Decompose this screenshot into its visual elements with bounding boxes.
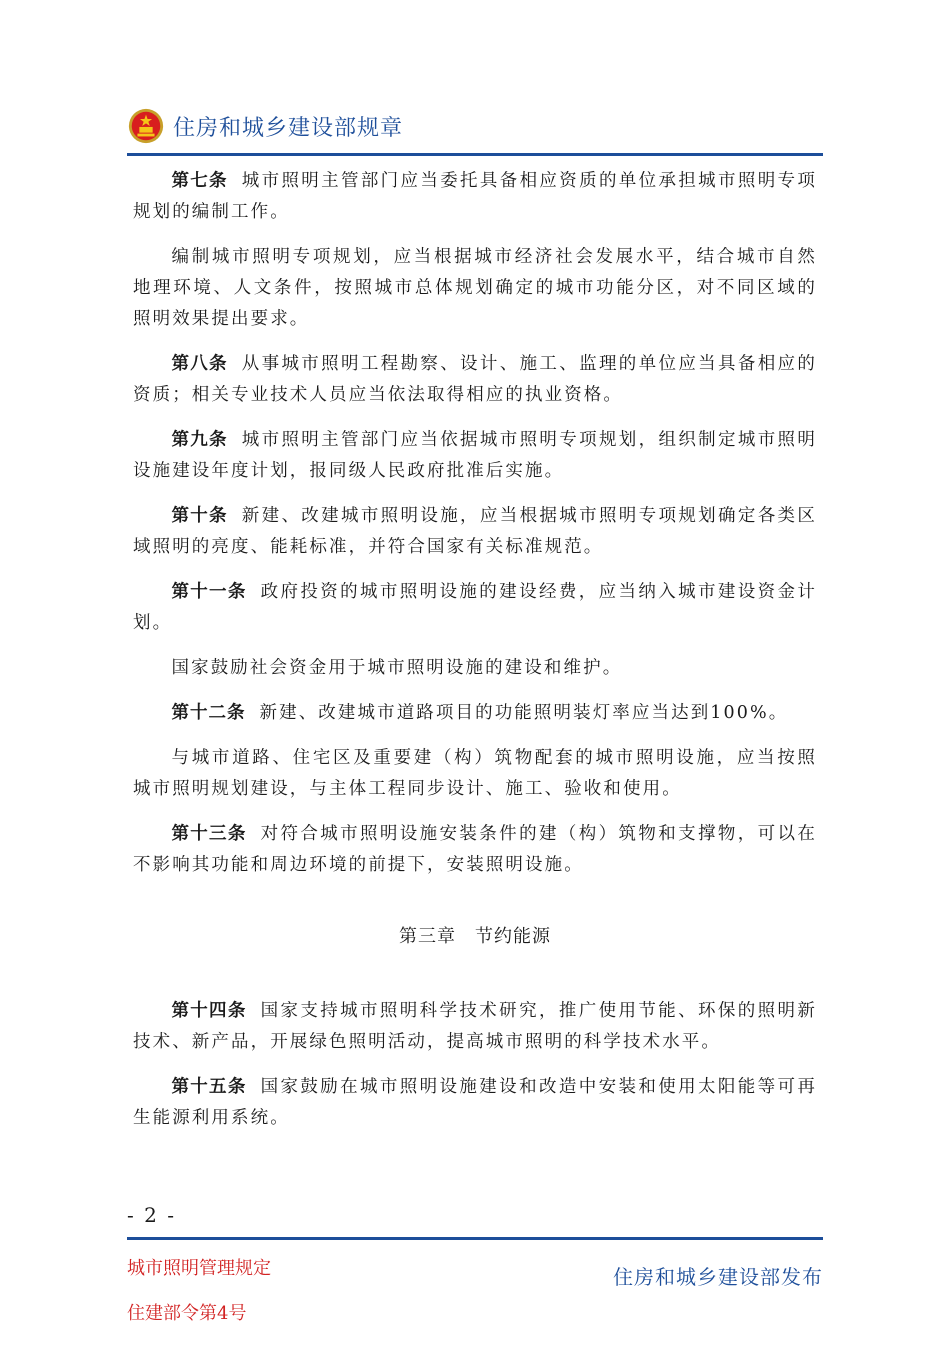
document-body	[133, 166, 817, 1148]
article-paragraph	[133, 577, 817, 639]
article-paragraph	[133, 743, 817, 805]
article-paragraph	[133, 698, 817, 729]
article-text: 国家鼓励在城市照明设施建设和改造中安装和使用太阳能等可再生能源利用系统。	[133, 1077, 817, 1128]
article-text: 政府投资的城市照明设施的建设经费，应当纳入城市建设资金计划。	[133, 582, 817, 633]
article-label: 第十五条	[171, 1077, 247, 1097]
article-paragraph	[133, 653, 817, 684]
article-label: 第十一条	[171, 582, 247, 602]
article-text: 国家支持城市照明科学技术研究，推广使用节能、环保的照明新技术、新产品，开展绿色照明活动，提高城市照明的科学技术水平。	[133, 1001, 817, 1052]
chapter-heading: 第三章 节约能源	[399, 926, 551, 947]
article-text: 新建、改建城市道路项目的功能照明装灯率应当达到100%。	[259, 703, 789, 723]
article-paragraph	[133, 501, 817, 563]
page-header	[127, 100, 823, 152]
article-text: 与城市道路、住宅区及重要建（构）筑物配套的城市照明设施，应当按照城市照明规划建设，与主体工程同步设计、施工、验收和使用。	[133, 748, 817, 799]
article-label: 第十四条	[171, 1001, 247, 1021]
article-paragraph	[133, 242, 817, 335]
article-paragraph	[133, 349, 817, 411]
article-label: 第十条	[171, 506, 228, 526]
article-label: 第八条	[171, 354, 228, 374]
page-number: - 2 -	[127, 1203, 176, 1227]
article-text: 新建、改建城市照明设施，应当根据城市照明专项规划确定各类区域照明的亮度、能耗标准，并符合国家有关标准规范。	[133, 506, 818, 557]
article-text: 城市照明主管部门应当委托具备相应资质的单位承担城市照明专项规划的编制工作。	[133, 171, 818, 222]
article-text: 城市照明主管部门应当依据城市照明专项规划，组织制定城市照明设施建设年度计划，报同级人民政府批准后实施。	[133, 430, 818, 481]
header-rule	[127, 153, 823, 156]
article-label: 第九条	[171, 430, 228, 450]
article-label: 第七条	[171, 171, 228, 191]
article-text: 编制城市照明专项规划，应当根据城市经济社会发展水平，结合城市自然地理环境、人文条件，按照城市总体规划确定的城市功能分区，对不同区域的照明效果提出要求。	[133, 247, 817, 329]
document-number-link[interactable]: 住建部令第4号	[127, 1303, 247, 1324]
article-paragraph	[133, 425, 817, 487]
national-emblem-icon	[127, 107, 165, 145]
footer-rule	[127, 1237, 823, 1240]
article-paragraph	[133, 1072, 817, 1134]
article-label: 第十二条	[171, 703, 246, 723]
article-text: 国家鼓励社会资金用于城市照明设施的建设和维护。	[171, 658, 623, 678]
publisher-label: 住房和城乡建设部发布	[613, 1265, 823, 1289]
header-title: 住房和城乡建设部规章	[173, 115, 404, 141]
article-text: 从事城市照明工程勘察、设计、施工、监理的单位应当具备相应的资质；相关专业技术人员应当依法取得相应的执业资格。	[133, 354, 818, 405]
article-paragraph	[133, 166, 817, 228]
article-label: 第十三条	[171, 824, 247, 844]
article-paragraph	[133, 996, 817, 1058]
document-title-link[interactable]: 城市照明管理规定	[127, 1258, 271, 1279]
article-paragraph	[133, 819, 817, 881]
article-text: 对符合城市照明设施安装条件的建（构）筑物和支撑物，可以在不影响其功能和周边环境的前提下，安装照明设施。	[133, 824, 817, 875]
